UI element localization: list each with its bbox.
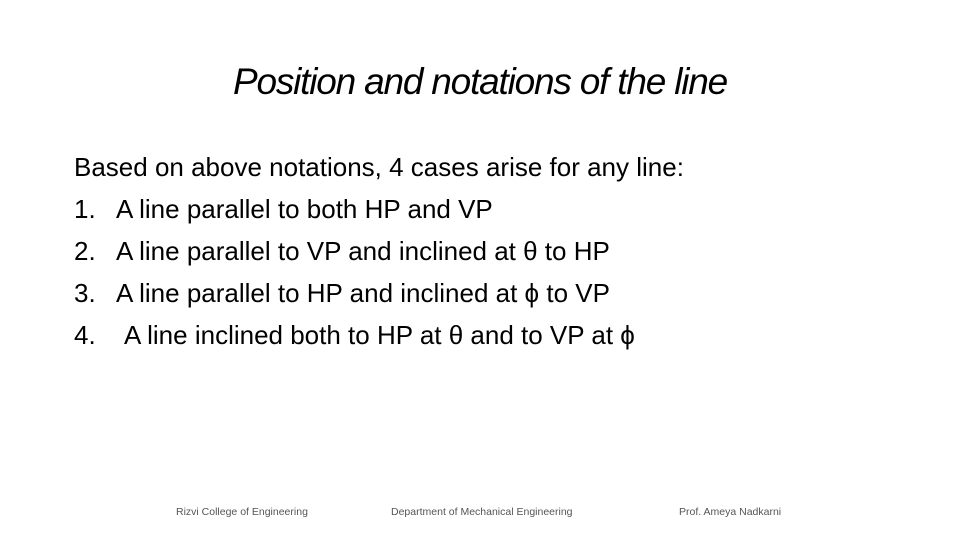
list-item-text: A line parallel to VP and inclined at θ to HP [116,236,610,266]
list-item-number: 3. [74,278,96,308]
list-item [74,314,914,356]
list-item [74,230,914,272]
list-item-text: A line parallel to both HP and VP [116,194,493,224]
list-item-text: A line parallel to HP and inclined at ϕ to VP [116,278,610,308]
slide-body [74,146,914,356]
footer-author: Prof. Ameya Nadkarni [679,506,782,518]
list-item [74,272,914,314]
footer-department: Department of Mechanical Engineering [391,506,573,518]
footer-college: Rizvi College of Engineering [176,506,308,518]
intro-text: Based on above notations, 4 cases arise for any line: [74,152,684,182]
list-item-number: 4. [74,320,96,350]
list-item-number: 2. [74,236,96,266]
slide-title: Position and notations of the line [232,61,728,102]
list-item [74,188,914,230]
list-item-number: 1. [74,194,96,224]
list-item-text: A line inclined both to HP at θ and to VP at ϕ [124,320,635,350]
